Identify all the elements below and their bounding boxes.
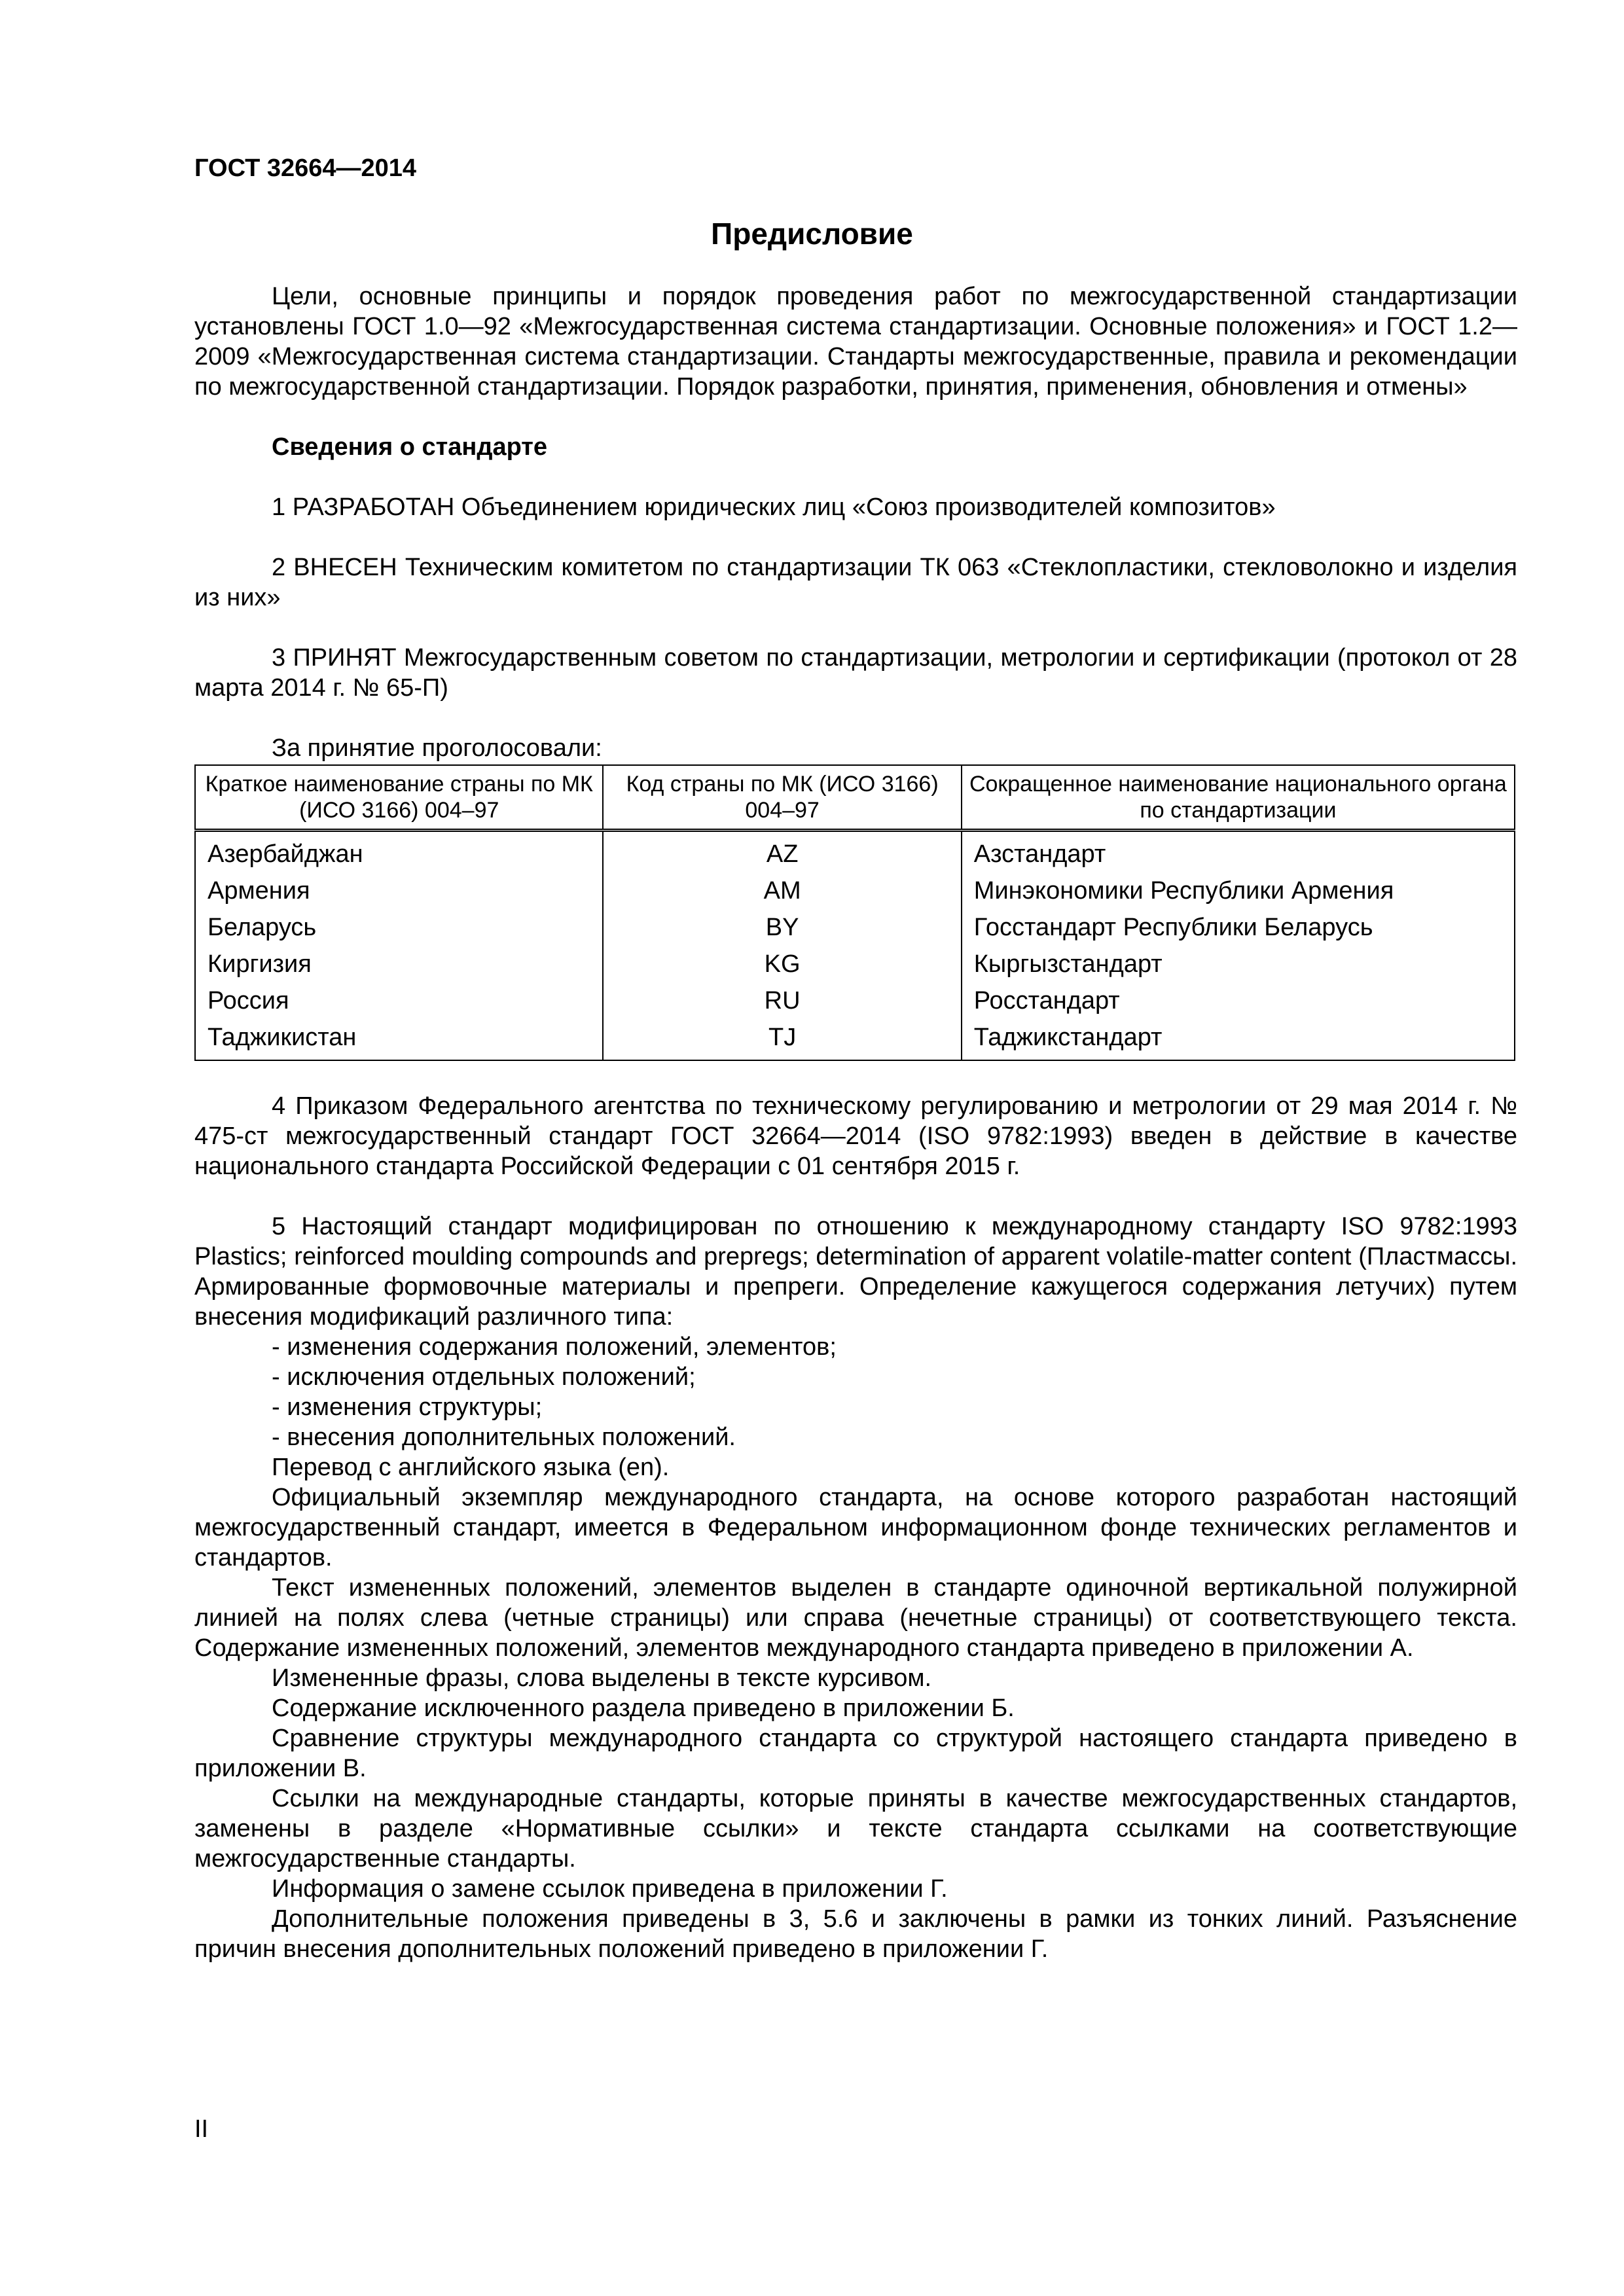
document-code-header: ГОСТ 32664—2014	[194, 154, 417, 182]
vote-caption: За принятие проголосовали:	[272, 734, 602, 762]
code-cell: RU	[603, 982, 961, 1019]
code-cell: AM	[603, 872, 961, 909]
code-cell: KG	[603, 946, 961, 982]
voting-table	[194, 764, 1515, 1061]
country-cell: Киргизия	[195, 946, 603, 982]
paragraph-italic-note: Измененные фразы, слова выделены в тексте курсивом.	[272, 1664, 932, 1692]
body-cell: Азстандарт	[962, 831, 1515, 873]
table-row	[195, 831, 1515, 873]
paragraph-official-copy: Официальный экземпляр международного стандарта, на основе которого разработан настоящий межгосударственный стандарт, имеется в Федеральном информационном фонде технических регламентов и стандартов.	[194, 1484, 1517, 1571]
list-item: - исключения отдельных положений;	[272, 1363, 696, 1391]
item-4: 4 Приказом Федерального агентства по техническому регулированию и метрологии от 29 мая 2014 г. № 475-ст межгосударственный стандарт ГОСТ 32664—2014 (ISO 9782:1993) введен в действие в качестве национального стандарта Российской Федерации с 01 сентября 2015 г.	[194, 1092, 1517, 1180]
col-header-body: Сокращенное наименование национального органа по стандартизации	[962, 765, 1515, 831]
code-cell: AZ	[603, 831, 961, 873]
item-1: 1 РАЗРАБОТАН Объединением юридических лиц «Союз производителей композитов»	[272, 493, 1276, 521]
paragraph-references: Ссылки на международные стандарты, которые приняты в качестве межгосударственных стандартов, заменены в разделе «Нормативные ссылки» и тексте стандарта ссылками на соответствующие межгосударственные стандарты.	[194, 1785, 1517, 1873]
country-cell: Армения	[195, 872, 603, 909]
item-5: 5 Настоящий стандарт модифицирован по отношению к международному стандарту ISO 9782:1993 Plastics; reinforced moulding compounds and prepregs; determination of apparent volatile-matter content (Пластмассы. Армированные формовочные материалы и препреги. Определение кажущегося содержания летучих) путем внесения модификаций различного типа:	[194, 1213, 1517, 1331]
info-heading: Сведения о стандарте	[272, 433, 548, 461]
country-cell: Россия	[195, 982, 603, 1019]
paragraph-translation: Перевод с английского языка (en).	[272, 1454, 670, 1481]
page-title: Предисловие	[711, 217, 913, 251]
table-row	[195, 1019, 1515, 1060]
country-cell: Азербайджан	[195, 831, 603, 873]
code-cell: TJ	[603, 1019, 961, 1060]
body-cell: Таджикстандарт	[962, 1019, 1515, 1060]
page-number: II	[194, 2115, 209, 2143]
country-cell: Беларусь	[195, 909, 603, 946]
list-item: - внесения дополнительных положений.	[272, 1424, 736, 1451]
table-row	[195, 872, 1515, 909]
document-body	[194, 281, 1517, 1964]
intro-paragraph: Цели, основные принципы и порядок проведения работ по межгосударственной стандартизации установлены ГОСТ 1.0—92 «Межгосударственная система стандартизации. Основные положения» и ГОСТ 1.2—2009 «Межгосударственная система стандартизации. Стандарты межгосударственные, правила и рекомендации по межгосударственной стандартизации. Порядок разработки, принятия, применения, обновления и отмены»	[194, 283, 1517, 401]
paragraph-reference-replacement: Информация о замене ссылок приведена в приложении Г.	[272, 1875, 948, 1903]
body-cell: Кыргызстандарт	[962, 946, 1515, 982]
list-item: - изменения содержания положений, элементов;	[272, 1333, 837, 1361]
body-cell: Госстандарт Республики Беларусь	[962, 909, 1515, 946]
paragraph-structure-comparison: Сравнение структуры международного стандарта со структурой настоящего стандарта приведено в приложении В.	[194, 1725, 1517, 1782]
country-cell: Таджикистан	[195, 1019, 603, 1060]
list-item: - изменения структуры;	[272, 1393, 543, 1421]
table-header-row	[195, 765, 1515, 831]
paragraph-excluded-section: Содержание исключенного раздела приведено в приложении Б.	[272, 1695, 1015, 1722]
code-cell: BY	[603, 909, 961, 946]
col-header-code: Код страны по МК (ИСО 3166) 004–97	[603, 765, 961, 831]
modification-list	[194, 1332, 1517, 1452]
body-cell: Росстандарт	[962, 982, 1515, 1019]
item-2: 2 ВНЕСЕН Техническим комитетом по стандартизации ТК 063 «Стеклопластики, стекловолокно и изделия из них»	[194, 554, 1517, 611]
col-header-country: Краткое наименование страны по МК (ИСО 3166) 004–97	[195, 765, 603, 831]
paragraph-changed-text: Текст измененных положений, элементов выделен в стандарте одиночной вертикальной полужирной линией на полях слева (четные страницы) или справа (нечетные страницы) от соответствующего текста. Содержание измененных положений, элементов международного стандарта приведено в приложении А.	[194, 1574, 1517, 1662]
table-row	[195, 946, 1515, 982]
item-3: 3 ПРИНЯТ Межгосударственным советом по стандартизации, метрологии и сертификации (протокол от 28 марта 2014 г. № 65-П)	[194, 644, 1517, 702]
table-row	[195, 982, 1515, 1019]
body-cell: Минэкономики Республики Армения	[962, 872, 1515, 909]
paragraph-additional-provisions: Дополнительные положения приведены в 3, 5.6 и заключены в рамки из тонких линий. Разъяснение причин внесения дополнительных положений приведено в приложении Г.	[194, 1905, 1517, 1963]
table-row	[195, 909, 1515, 946]
